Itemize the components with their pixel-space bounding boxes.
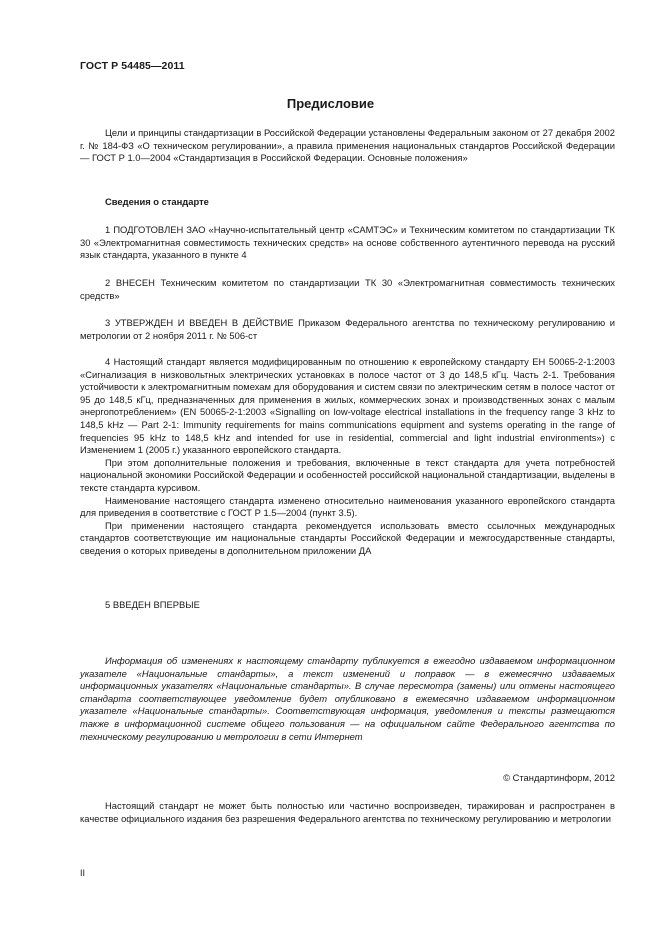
intro-block	[80, 127, 615, 165]
copyright: © Стандартинформ, 2012	[503, 772, 615, 783]
section-heading: Сведения о стандарте	[105, 196, 209, 207]
item-4-additions: При этом дополнительные положения и требования, включенные в текст стандарта для учета потребностей национальной экономики Российской Федерации и особенностей российской национальной стандартизации, выделены в тексте стандарта курсивом.	[80, 456, 615, 493]
page-title: Предисловие	[286, 96, 375, 111]
section-heading-block	[80, 196, 615, 209]
copyright-block	[80, 772, 615, 785]
item-4-references: При применении настоящего стандарта рекомендуется использовать вместо ссылочных международных стандартов соответствующие им национальные стандарты Российской Федерации и межгосударственные стандарты, сведения о которых приведены в дополнительном приложении ДА	[80, 519, 615, 556]
item-3-block	[80, 317, 615, 342]
item-1-block	[80, 224, 615, 262]
item-4-title-note: Наименование настоящего стандарта изменено относительно наименования указанного европейского стандарта для приведения в соответствие с ГОСТ Р 1.5—2004 (пункт 3.5).	[80, 494, 615, 519]
item-4-paragraph: 4 Настоящий стандарт является модифицированным по отношению к европейскому стандарту ЕН 50065-2-1:2003 «Сигнализация в низковольтных электрических установках в полосе частот от 3 до 148,5 кГц. Часть 2-1. Требования устойчивости к электромагнитным помехам для оборудования и систем связи по электрическим сетям в полосе частот от 95 до 148,5 кГц, предназначенных для применения в жилых, коммерческих зонах и производственных зонах с малым энергопотреблением» (EN 50065-2-1:2003 «Signalling on low-voltage electrical installations in the frequency range 3 kHz to 148,5 kHz — Part 2-1: Immunity requirements for mains communications equipment and systems operating in the range of frequencies 95 kHz to 148,5 kHz and intended for use in residential, commercial and light industrial environments») с Изменением 1 (2005 г.) указанного европейского стандарта.	[80, 356, 615, 456]
document-header: ГОСТ Р 54485—2011	[80, 60, 185, 72]
item-1-paragraph: 1 ПОДГОТОВЛЕН ЗАО «Научно-испытательный центр «САМТЭС» и Техническим комитетом по стандартизации ТК 30 «Электромагнитная совместимость технических средств» на основе собственного аутентичного перевода на русский язык стандарта, указанного в пункте 4	[80, 224, 615, 261]
info-notice: Информация об изменениях к настоящему стандарту публикуется в ежегодно издаваемом информационном указателе «Национальные стандарты», а текст изменений и поправок — в ежемесячно издаваемых информационных указателях «Национальные стандарты». В случае пересмотра (замены) или отмены настоящего стандарта соответствующее уведомление будет опубликовано в ежемесячно издаваемом информационном указателе «Национальные стандарты». Соответствующая информация, уведомления и тексты размещаются также в информационной системе общего пользования — на официальном сайте Федерального агентства по техническому регулированию и метрологии в сети Интернет	[80, 655, 615, 742]
reproduction-block	[80, 800, 615, 825]
item-3-paragraph: 3 УТВЕРЖДЕН И ВВЕДЕН В ДЕЙСТВИЕ Приказом Федерального агентства по техническому регулированию и метрологии от 2 ноября 2011 г. № 506-ст	[80, 317, 615, 341]
item-4-block	[80, 356, 615, 558]
item-2-paragraph: 2 ВНЕСЕН Техническим комитетом по стандартизации ТК 30 «Электромагнитная совместимость технических средств»	[80, 277, 615, 301]
reproduction-notice: Настоящий стандарт не может быть полностью или частично воспроизведен, тиражирован и распространен в качестве официального издания без разрешения Федерального агентства по техническому регулированию и метрологии	[80, 800, 615, 824]
info-notice-block	[80, 655, 615, 743]
intro-paragraph: Цели и принципы стандартизации в Российской Федерации установлены Федеральным законом от 27 декабря 2002 г. № 184-ФЗ «О техническом регулировании», а правила применения национальных стандартов Российской Федерации — ГОСТ Р 1.0—2004 «Стандартизация в Российской Федерации. Основные положения»	[80, 127, 615, 164]
item-5-block	[80, 599, 615, 612]
item-5-paragraph: 5 ВВЕДЕН ВПЕРВЫЕ	[105, 599, 200, 610]
item-2-block	[80, 277, 615, 302]
page-number: II	[80, 868, 86, 878]
